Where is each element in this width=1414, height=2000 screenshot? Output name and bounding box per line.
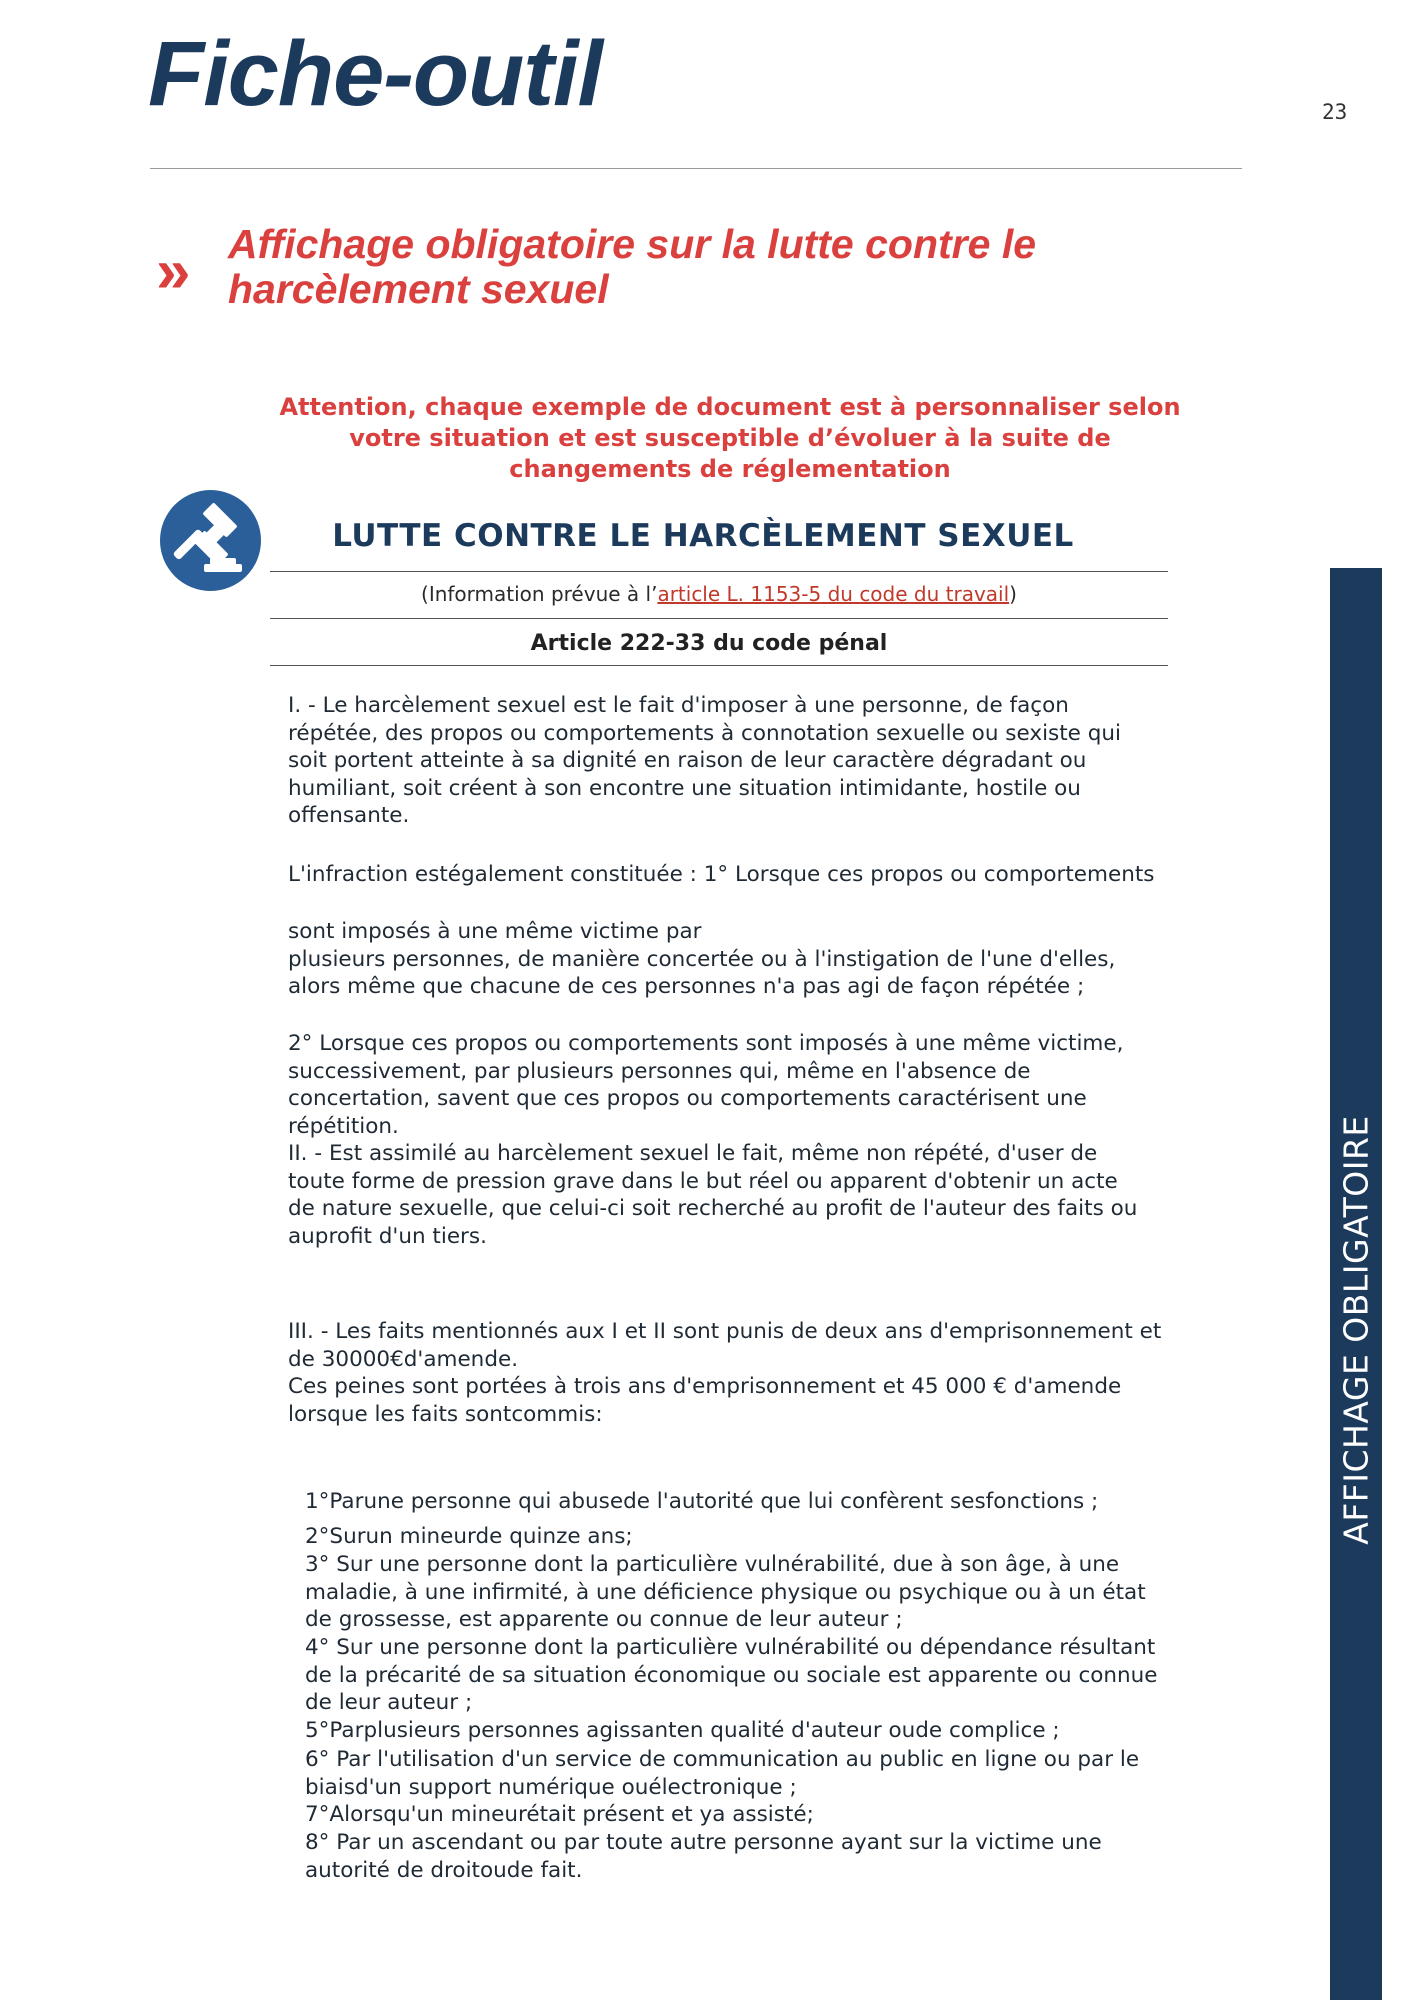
divider (270, 618, 1168, 619)
page-title: Fiche-outil (148, 23, 603, 125)
page-number: 23 (1322, 100, 1348, 124)
divider (270, 665, 1168, 666)
paragraph-1: I. - Le harcèlement sexuel est le fait d'imposer à une personne, de façon répétée, des propos ou comportements à connotation sexuelle ou sexiste qui soit portent atteinte à sa dignité en raison de leur caractère dégradant ou humiliant, soit créent à son encontre une situation intimidante, hostile ou offensante. (288, 693, 1121, 828)
list-item: 6° Par l'utilisation d'un service de communication au public en ligne ou par le biaisd'un support numérique ouélectronique ; (305, 1747, 1140, 1800)
list-item: 8° Par un ascendant ou par toute autre personne ayant sur la victime une autorité de droitoude fait. (305, 1830, 1102, 1883)
info-prefix: (Information prévue à l’ (421, 582, 658, 606)
paragraph-4: 2° Lorsque ces propos ou comportements sont imposés à une même victime, successivement, par plusieurs personnes qui, même en l'absence de concertation, savent que ces propos ou comportements caractérisent une répétition. II. - Est assimilé au harcèlement sexuel le fait, même non répété, d'user de toute forme de pression grave dans le but réel ou apparent d'obtenir un acte de nature sexuelle, que celui-ci soit recherché au profit de l'auteur des faits ou auprofit d'un tiers. (288, 1031, 1138, 1249)
article-reference: Article 222-33 du code pénal (530, 631, 888, 656)
paragraph-5: III. - Les faits mentionnés aux I et II sont punis de deux ans d'emprisonnement et de 30000€d'amende. Ces peines sont portées à trois ans d'emprisonnement et 45 000 € d'amende lorsque les faits sontcommis: (288, 1319, 1162, 1427)
gavel-icon (160, 490, 261, 591)
side-banner-label: AFFICHAGE OBLIGATOIRE (1336, 1115, 1376, 1545)
paragraph-3: sont imposés à une même victime par plusieurs personnes, de manière concertée ou à l'instigation de l'une d'elles, alors même que chacune de ces personnes n'a pas agi de façon répétée ; (288, 919, 1116, 999)
divider (270, 571, 1168, 572)
labor-code-link[interactable]: article L. 1153-5 du code du travail (657, 582, 1010, 606)
paragraph-2: L'infraction estégalement constituée : 1° Lorsque ces propos ou comportements (288, 862, 1155, 887)
list-item: 7°Alorsqu'un mineurétait présent et ya assisté; (305, 1802, 814, 1827)
warning-notice: Attention, chaque exemple de document est à personnaliser selon votre situation et est susceptible d’évoluer à la suite de changements de réglementation (279, 393, 1181, 483)
header-divider (150, 168, 1242, 169)
section-title: Affichage obligatoire sur la lutte contre le harcèlement sexuel (228, 221, 1037, 312)
list-item: 3° Sur une personne dont la particulière vulnérabilité, due à son âge, à une maladie, à une infirmité, à une déficience physique ou psychique ou à un état de grossesse, est apparente ou connue de leur auteur ; (305, 1552, 1146, 1632)
list-item: 1°Parune personne qui abusede l'autorité que lui confèrent sesfonctions ; (305, 1489, 1099, 1514)
document-heading: LUTTE CONTRE LE HARCÈLEMENT SEXUEL (332, 518, 1074, 554)
list-item: 2°Surun mineurde quinze ans; (305, 1524, 633, 1549)
list-item: 4° Sur une personne dont la particulière vulnérabilité ou dépendance résultant de la précarité de sa situation économique ou sociale est apparente ou connue de leur auteur ; (305, 1635, 1158, 1715)
list-item: 5°Parplusieurs personnes agissanten qualité d'auteur oude complice ; (305, 1718, 1060, 1743)
legal-reference-line (270, 582, 1168, 606)
chevron-icon: » (156, 237, 181, 306)
info-suffix: ) (1009, 582, 1017, 606)
